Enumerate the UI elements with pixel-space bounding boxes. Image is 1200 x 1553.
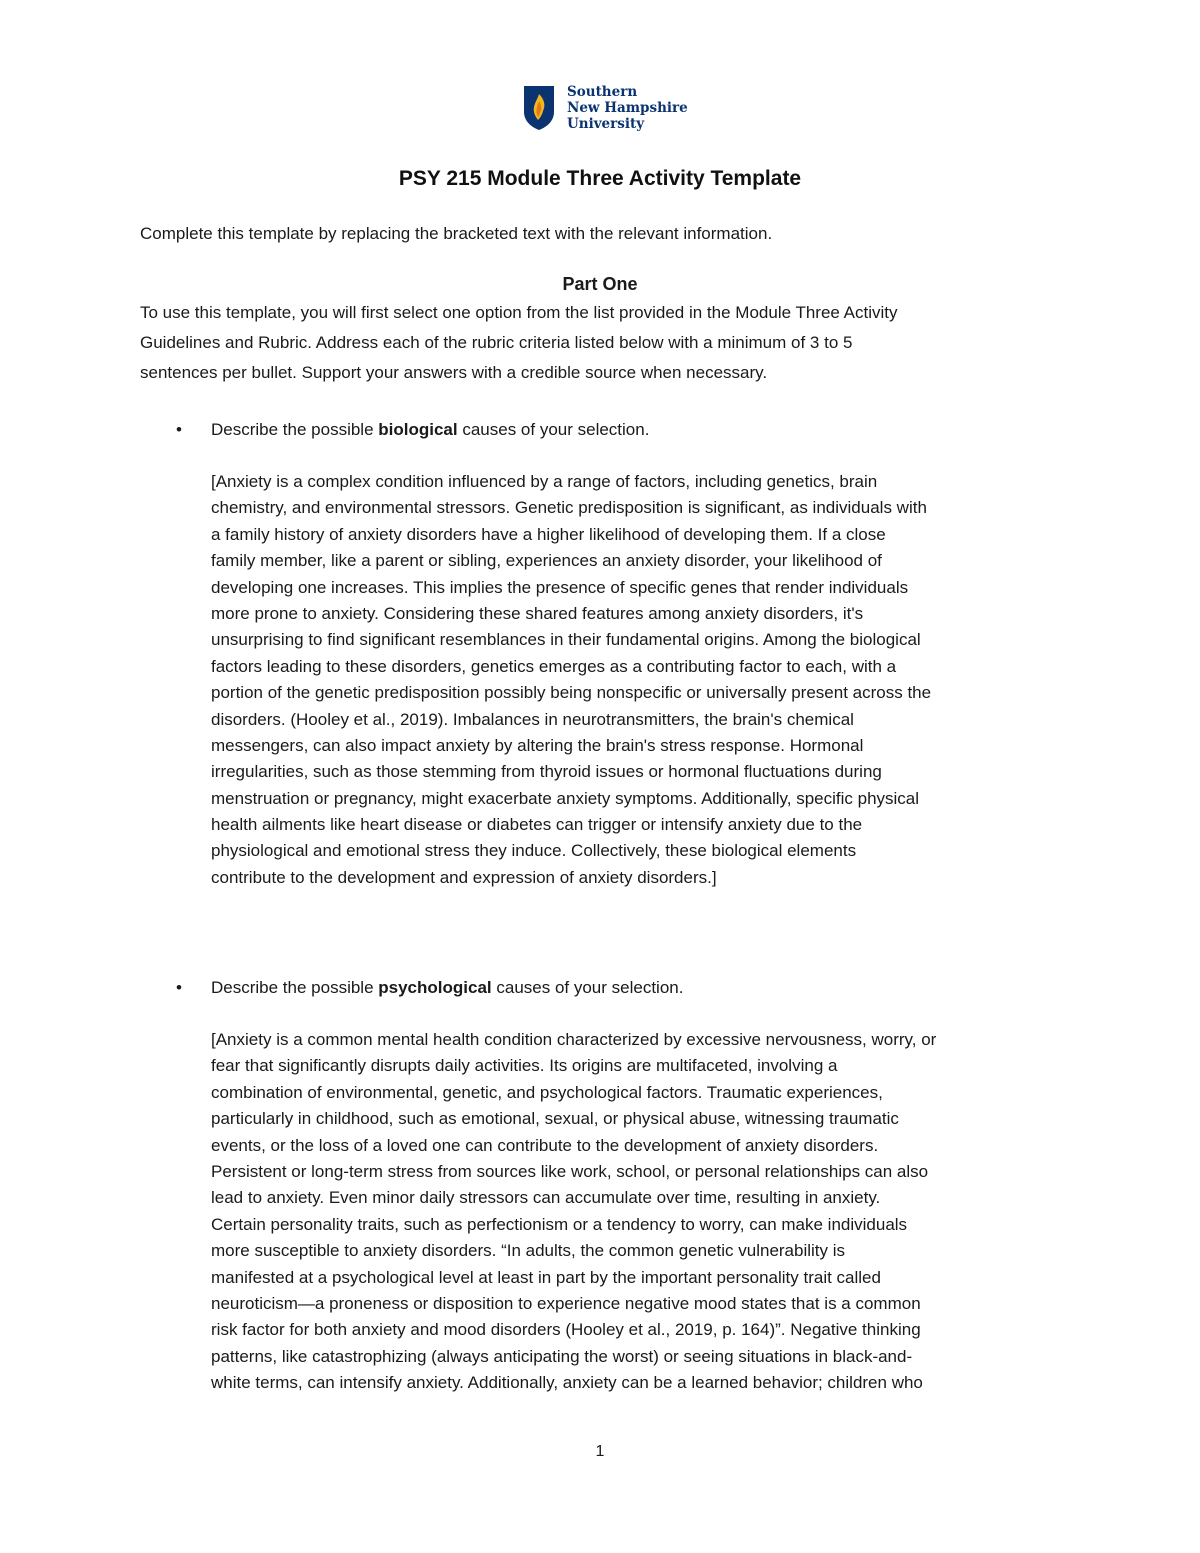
answer-line: contribute to the development and expression of anxiety disorders.] [211,867,717,887]
answer-psychological [211,1028,1071,1397]
snhu-shield-icon [523,85,555,131]
answer-line: more susceptible to anxiety disorders. “In adults, the common genetic vulnerability is [211,1241,846,1261]
answer-line: Certain personality traits, such as perfectionism or a tendency to worry, can make individuals [211,1214,908,1234]
bullet-prefix: Describe the possible [211,978,379,997]
bullet-icon: • [176,978,182,997]
answer-line: [Anxiety is a common mental health condition characterized by excessive nervousness, worry, or [211,1030,937,1049]
answer-line: manifested at a psychological level at least in part by the important personality trait called [211,1267,881,1287]
answer-line: developing one increases. This implies the presence of specific genes that render individuals [211,577,909,597]
bullet-prompt [211,976,683,1000]
answer-line: more prone to anxiety. Considering these shared features among anxiety disorders, it's [211,603,864,623]
bullet-keyword: psychological [378,978,492,997]
answer-line: particularly in childhood, such as emotional, sexual, or physical abuse, witnessing traumatic [211,1109,899,1129]
bullet-icon: • [176,420,182,439]
answer-line: physiological and emotional stress they induce. Collectively, these biological elements [211,841,857,861]
answer-line: messengers, can also impact anxiety by altering the brain's stress response. Hormonal [211,735,864,755]
answer-line: portion of the genetic predisposition possibly being nonspecific or universally present across the [211,683,932,703]
bullet-prompt [211,418,649,442]
part-one-heading: Part One [562,274,638,294]
answer-line: events, or the loss of a loved one can contribute to the development of anxiety disorders. [211,1135,879,1155]
answer-line: risk factor for both anxiety and mood disorders (Hooley et al., 2019, p. 164)”. Negative thinking [211,1320,921,1340]
answer-line: neuroticism—a proneness or disposition to experience negative mood states that is a common [211,1293,921,1313]
answer-line: unsurprising to find significant resemblances in their fundamental origins. Among the biological [211,630,921,650]
logo-line-1: Southern [567,84,638,100]
bullet-suffix: causes of your selection. [491,978,684,997]
document-title: PSY 215 Module Three Activity Template [398,167,802,190]
answer-line: factors leading to these disorders, genetics emerges as a contributing factor to each, with a [211,656,897,676]
bullet-suffix: causes of your selection. [457,420,650,439]
answer-biological [211,470,1071,892]
answer-line: patterns, like catastrophizing (always anticipating the worst) or seeing situations in black-and- [211,1346,913,1366]
answer-line: menstruation or pregnancy, might exacerbate anxiety symptoms. Additionally, specific physical [211,788,920,808]
bullet-prefix: Describe the possible [211,420,379,439]
answer-line: family member, like a parent or sibling, experiences an anxiety disorder, your likelihood of [211,551,882,571]
page-number: 1 [595,1443,605,1460]
instruction-line: Guidelines and Rubric. Address each of the rubric criteria listed below with a minimum of 3 to 5 [140,333,853,352]
answer-line: health ailments like heart disease or diabetes can trigger or intensify anxiety due to the [211,815,863,835]
logo-line-2: New Hampshire [567,100,688,116]
instruction-line: sentences per bullet. Support your answers with a credible source when necessary. [140,363,768,382]
answer-line: chemistry, and environmental stressors. Genetic predisposition is significant, as individuals with [211,498,927,518]
part-one-instructions [140,301,1080,391]
intro-text: Complete this template by replacing the bracketed text with the relevant information. [140,224,773,243]
answer-line: combination of environmental, genetic, and psychological factors. Traumatic experiences, [211,1082,883,1102]
answer-line: [Anxiety is a complex condition influenced by a range of factors, including genetics, brain [211,472,878,491]
answer-line: irregularities, such as those stemming from thyroid issues or hormonal fluctuations during [211,762,882,782]
bullet-keyword: biological [378,420,458,439]
answer-line: Persistent or long-term stress from sources like work, school, or personal relationships can also [211,1161,929,1181]
snhu-logo [523,84,688,132]
answer-line: lead to anxiety. Even minor daily stressors can accumulate over time, resulting in anxiety. [211,1188,881,1208]
logo-line-3: University [567,116,645,132]
answer-line: white terms, can intensify anxiety. Additionally, anxiety can be a learned behavior; children who [211,1373,923,1393]
logo-wordmark [567,84,688,132]
answer-line: disorders. (Hooley et al., 2019). Imbalances in neurotransmitters, the brain's chemical [211,709,854,729]
instruction-line: To use this template, you will first select one option from the list provided in the Module Three Activity [140,303,898,322]
answer-line: a family history of anxiety disorders have a higher likelihood of developing them. If a close [211,524,886,544]
answer-line: fear that significantly disrupts daily activities. Its origins are multifaceted, involving a [211,1056,838,1076]
